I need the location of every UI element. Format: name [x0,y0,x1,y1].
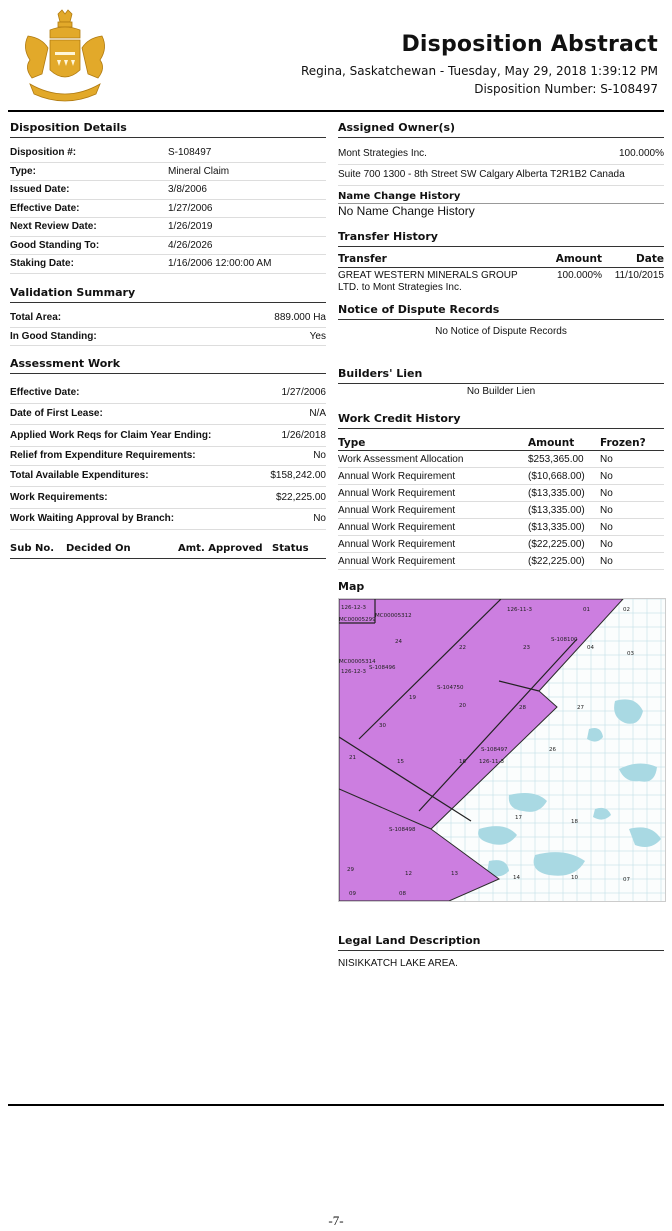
detail-row [10,181,326,200]
map-label: 14 [513,875,520,881]
detail-row [10,144,326,163]
table-row [338,553,664,570]
table-row [338,502,664,519]
column-header: Amt. Approved [178,542,263,554]
page-title: Disposition Abstract [401,32,658,57]
work-credit-table-header [338,437,664,451]
map-label: 126-12-3 [341,605,366,611]
assessment-value: 1/27/2006 [281,386,326,398]
assigned-owners-heading: Assigned Owner(s) [338,121,664,138]
detail-value: 1/27/2006 [168,202,213,214]
assessment-label: Date of First Lease: [10,408,103,420]
assessment-value: 1/26/2018 [281,429,326,441]
validation-label: Total Area: [10,312,62,324]
assessment-label: Work Waiting Approval by Branch: [10,513,175,525]
map-label: 10 [571,875,578,881]
detail-value: 1/16/2006 12:00:00 AM [168,258,272,270]
table-row [338,485,664,502]
assessment-value: N/A [309,408,326,420]
map-label: 08 [399,891,406,897]
map-label: 24 [395,639,402,645]
disposition-details-heading: Disposition Details [10,121,326,138]
map-label: 23 [523,645,530,651]
assessment-label: Applied Work Reqs for Claim Year Ending: [10,429,212,441]
credit-frozen: No [600,521,613,533]
map-label: 03 [627,651,634,657]
map-label: MC00005299 [339,617,376,623]
table-row [338,468,664,485]
transfer-text: GREAT WESTERN MINERALS GROUP LTD. to Mont Strategies Inc. [338,270,518,293]
map-label: 126-11-3 [479,759,504,765]
work-credit-section [338,412,664,570]
credit-type: Annual Work Requirement [338,538,456,550]
detail-label: Issued Date: [10,184,70,196]
detail-label: Good Standing To: [10,239,100,251]
name-change-value: No Name Change History [338,204,475,218]
owner-name: Mont Strategies Inc. [338,147,427,159]
assessment-label: Total Available Expenditures: [10,470,149,482]
assessment-label: Work Requirements: [10,491,108,503]
column-header: Frozen? [600,437,646,449]
transfer-history-section [338,230,664,294]
map-label: 01 [583,607,590,613]
map-label: 18 [571,819,578,825]
column-header: Transfer [338,253,387,265]
map-label: MC00005314 [339,659,376,665]
assessment-row [10,447,326,466]
assessment-row [10,509,326,531]
credit-frozen: No [600,487,613,499]
legal-land-section [338,934,664,969]
map-label: 21 [349,755,356,761]
map-label: 07 [623,877,630,883]
map-label: 12 [405,871,412,877]
credit-amount: ($22,225.00) [528,538,585,550]
map-label: S-108496 [369,665,396,671]
map-label: 17 [515,815,522,821]
dispute-value: No Notice of Dispute Records [435,326,567,337]
claim-map [338,598,666,902]
assessment-label: Effective Date: [10,386,80,398]
map-label: MC00005312 [375,613,412,619]
assessment-work-section [10,357,326,559]
map-label: 13 [451,871,458,877]
map-label: S-108100 [551,637,578,643]
credit-frozen: No [600,555,613,567]
column-header: Amount [555,253,602,265]
map-label: S-108498 [389,827,416,833]
assessment-value: No [313,450,326,461]
map-heading: Map [338,580,365,593]
column-header: Decided On [66,542,131,554]
builders-lien-section [338,367,664,397]
map-label: 22 [459,645,466,651]
detail-value: 3/8/2006 [168,184,207,196]
transfer-date: 11/10/2015 [614,270,664,281]
validation-row [10,309,326,328]
detail-row [10,200,326,219]
credit-amount: $253,365.00 [528,453,584,465]
assessment-label: Relief from Expenditure Requirements: [10,450,196,461]
credit-type: Annual Work Requirement [338,470,456,482]
assessment-value: $22,225.00 [275,491,326,503]
column-header: Amount [528,437,575,449]
table-row [338,451,664,468]
detail-label: Staking Date: [10,258,74,270]
assessment-table-header [10,538,326,559]
map-label: 29 [347,867,354,873]
column-header: Sub No. [10,542,54,554]
credit-amount: ($13,335.00) [528,487,585,499]
disposition-number-line: Disposition Number: S-108497 [474,82,658,96]
header-rule [8,110,664,112]
transfer-history-heading: Transfer History [338,230,664,247]
owner-percent: 100.000% [618,147,664,159]
map-label: 19 [409,695,416,701]
map-label: 20 [459,703,466,709]
legal-land-heading: Legal Land Description [338,934,664,951]
assessment-work-heading: Assessment Work [10,357,326,374]
map-label: 28 [519,705,526,711]
disposition-details-section [10,121,326,274]
map-label: 16 [459,759,466,765]
validation-value: 889.000 Ha [274,312,326,324]
credit-amount: ($22,225.00) [528,555,585,567]
column-header: Date [636,253,664,265]
detail-label: Next Review Date: [10,221,97,233]
detail-label: Type: [10,165,36,177]
validation-value: Yes [309,330,326,342]
page-number: -7- [328,1213,344,1228]
detail-row [10,255,326,274]
credit-frozen: No [600,453,613,465]
detail-row [10,237,326,256]
map-heading-wrap [338,580,664,596]
credit-type: Work Assessment Allocation [338,453,464,465]
detail-value: 4/26/2026 [168,239,213,251]
detail-value: Mineral Claim [168,165,230,177]
map-label: 02 [623,607,630,613]
detail-label: Disposition #: [10,147,77,159]
assessment-row [10,487,326,509]
detail-row [10,163,326,182]
transfer-row [338,270,664,294]
table-row [338,519,664,536]
validation-row [10,328,326,347]
detail-row [10,218,326,237]
map-label: 04 [587,645,594,651]
credit-frozen: No [600,470,613,482]
assessment-value: $158,242.00 [270,470,326,482]
column-header: Type [338,437,366,449]
transfer-table-header [338,253,664,268]
builders-lien-heading: Builders' Lien [338,367,664,384]
credit-type: Annual Work Requirement [338,521,456,533]
dispute-heading: Notice of Dispute Records [338,303,664,320]
map-label: 126-12-3 [341,669,366,675]
legal-land-value: NISIKKATCH LAKE AREA. [338,958,458,969]
saskatchewan-crest-logo [20,8,110,104]
map-label: 126-11-3 [507,607,532,613]
name-change-heading: Name Change History [338,191,664,204]
credit-frozen: No [600,504,613,516]
transfer-amount: 100.000% [556,270,602,281]
footer-rule [8,1104,664,1106]
map-label: S-104750 [437,685,464,691]
validation-label: In Good Standing: [10,330,97,342]
owner-row [338,142,664,165]
detail-label: Effective Date: [10,202,80,214]
credit-type: Annual Work Requirement [338,487,456,499]
assessment-row [10,466,326,488]
credit-amount: ($10,668.00) [528,470,585,482]
map-label: 09 [349,891,356,897]
assessment-value: No [313,513,326,525]
map-label: 27 [577,705,584,711]
dispute-section [338,303,664,337]
map-label: 30 [379,723,386,729]
map-label: 15 [397,759,404,765]
assessment-row [10,382,326,404]
builders-lien-value: No Builder Lien [466,386,536,397]
credit-amount: ($13,335.00) [528,521,585,533]
credit-type: Annual Work Requirement [338,504,456,516]
credit-frozen: No [600,538,613,550]
credit-amount: ($13,335.00) [528,504,585,516]
validation-summary-heading: Validation Summary [10,286,326,303]
credit-type: Annual Work Requirement [338,555,456,567]
location-date: Regina, Saskatchewan - Tuesday, May 29, 2018 1:39:12 PM [300,64,658,78]
assessment-row [10,425,326,447]
assigned-owners-section [338,121,664,218]
validation-summary-section [10,286,326,346]
table-row [338,536,664,553]
work-credit-heading: Work Credit History [338,412,664,429]
assessment-row [10,404,326,426]
owner-address: Suite 700 1300 - 8th Street SW Calgary Alberta T2R1B2 Canada [338,165,664,186]
column-header: Status [272,542,309,554]
detail-value: 1/26/2019 [168,221,213,233]
map-label: 26 [549,747,556,753]
map-label: S-108497 [481,747,508,753]
detail-value: S-108497 [168,147,212,159]
